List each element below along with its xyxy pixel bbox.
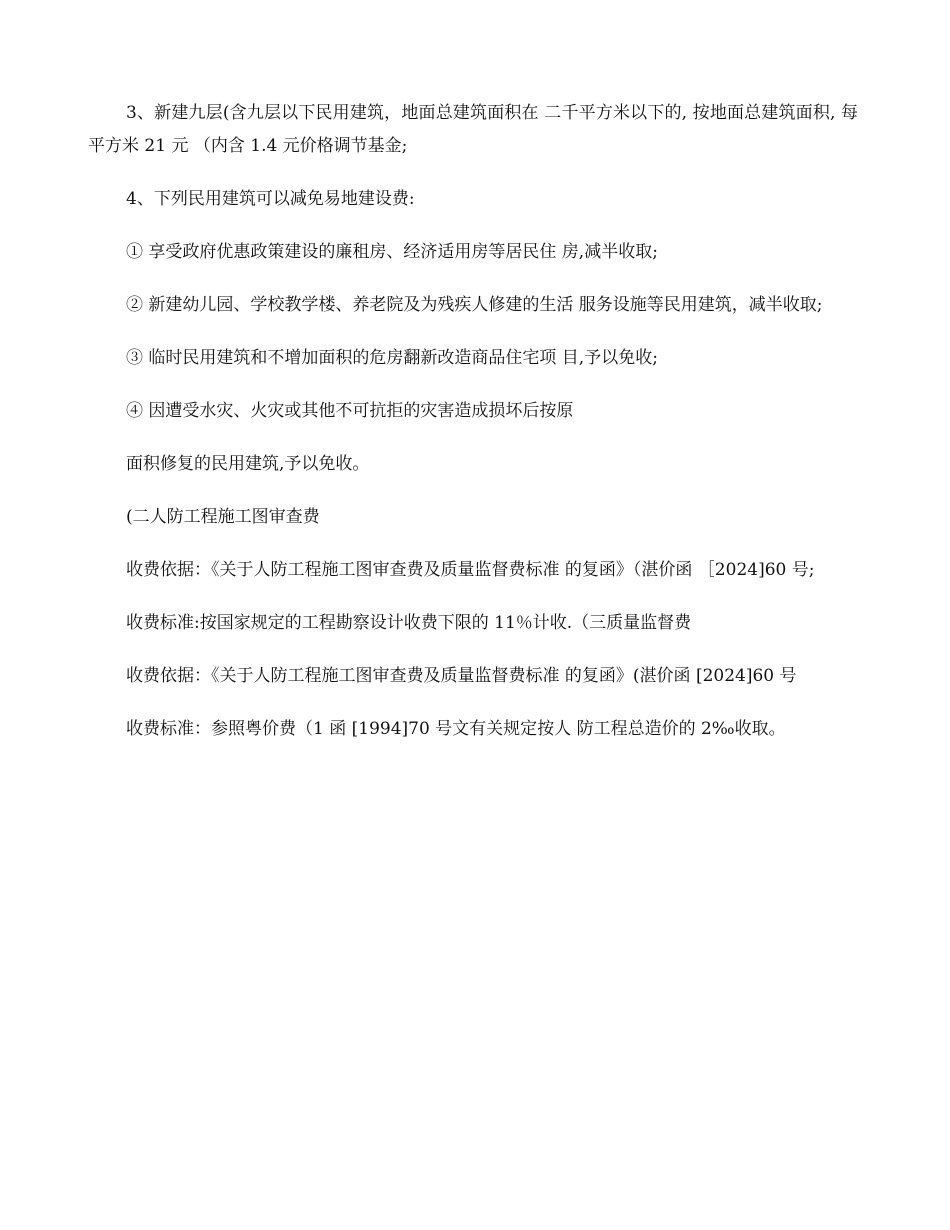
document-body — [88, 97, 858, 766]
paragraph-supervision-fee-standard: 收费标准：参照粤价费（1 函 [1994]70 号文有关规定按人 防工程总造价的 2‰收取。 — [126, 719, 786, 739]
section-heading-drawing-review-fee: (二人防工程施工图审查费 — [126, 507, 320, 527]
paragraph-review-fee-basis: 收费依据：《关于人防工程施工图审查费及质量监督费标准 的复函》（湛价函 ［2024]60 号; — [126, 560, 815, 580]
paragraph-supervision-fee-basis: 收费依据：《关于人防工程施工图审查费及质量监督费标准 的复函》(湛价函 [2024]60 号 — [126, 666, 797, 686]
paragraph-reduction-item-3: ③ 临时民用建筑和不增加面积的危房翻新改造商品住宅项 目,予以免收; — [126, 348, 658, 368]
paragraph-review-fee-standard: 收费标准:按国家规定的工程勘察设计收费下限的 11％计收.（三质量监督费 — [126, 613, 692, 633]
paragraph-fee-reduction-heading: 4、下列民用建筑可以减免易地建设费: — [126, 189, 415, 209]
paragraph-reduction-item-4: ④ 因遭受水灾、火灾或其他不可抗拒的灾害造成损坏后按原 — [126, 401, 574, 421]
paragraph-new-construction-fee: 3、新建九层(含九层以下民用建筑，地面总建筑面积在 二千平方米以下的, 按地面总建筑面积, 每平方米 21 元 （内含 1.4 元价格调节基金; — [88, 103, 858, 156]
paragraph-reduction-item-4-continued: 面积修复的民用建筑,予以免收。 — [126, 454, 370, 474]
paragraph-reduction-item-1: ① 享受政府优惠政策建设的廉租房、经济适用房等居民住 房,减半收取; — [126, 242, 658, 262]
paragraph-reduction-item-2: ② 新建幼儿园、学校教学楼、养老院及为残疾人修建的生活 服务设施等民用建筑，减半收取; — [126, 295, 823, 315]
